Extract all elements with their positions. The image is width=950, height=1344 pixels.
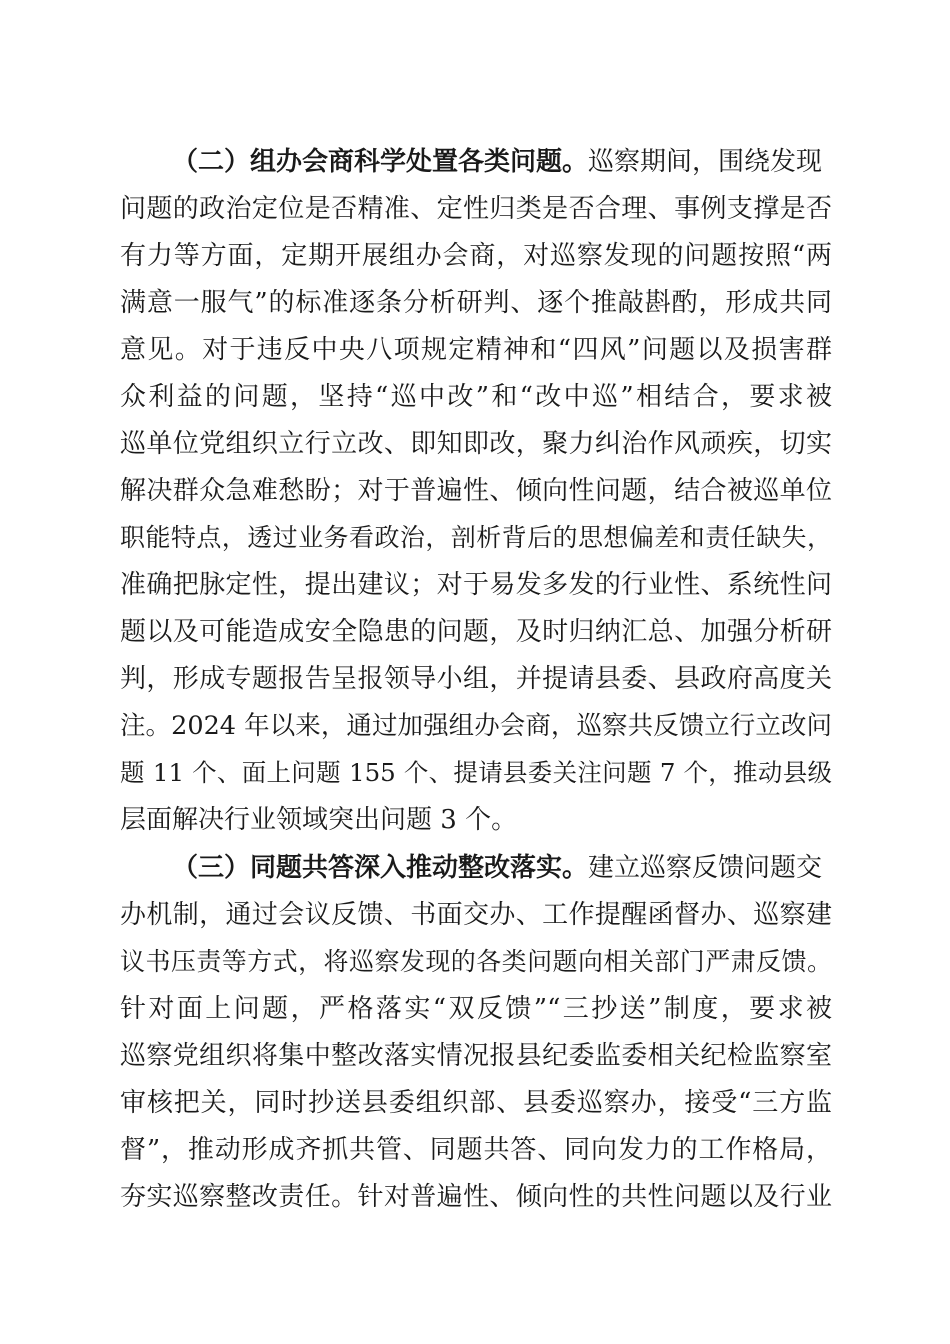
paragraph-1-line-8: 解决群众急难愁盼；对于普遍性、倾向性问题，结合被巡单位	[120, 476, 832, 506]
paragraph-1-line-3: 有力等方面，定期开展组办会商，对巡察发现的问题按照“两	[120, 241, 832, 271]
paragraph-1-line-1-text: 巡察期间，围绕发现	[588, 147, 823, 177]
paragraph-2-line-1-text: 建立巡察反馈问题交	[588, 853, 823, 883]
paragraph-1-line-4: 满意一服气”的标准逐条分析研判、逐个推敲斟酌，形成共同	[120, 288, 832, 318]
paragraph-2-line-2: 办机制，通过会议反馈、书面交办、工作提醒函督办、巡察建	[120, 900, 832, 930]
paragraph-2-line-1	[172, 848, 832, 888]
paragraph-2-line-6: 审核把关，同时抄送县委组织部、县委巡察办，接受“三方监	[120, 1088, 832, 1118]
paragraph-1-line-7: 巡单位党组织立行立改、即知即改，聚力纠治作风顽疾，切实	[120, 429, 832, 459]
paragraph-1-line-15: 层面解决行业领域突出问题 3 个。	[120, 805, 518, 835]
paragraph-1-line-12: 判，形成专题报告呈报领导小组，并提请县委、县政府高度关	[120, 664, 832, 694]
paragraph-1-line-1	[172, 142, 832, 182]
paragraph-1-line-14: 题 11 个、面上问题 155 个、提请县委关注问题 7 个，推动县级	[120, 758, 832, 787]
paragraph-2-line-4: 针对面上问题，严格落实“双反馈”“三抄送”制度，要求被	[120, 994, 832, 1024]
paragraph-2-line-3: 议书压责等方式，将巡察发现的各类问题向相关部门严肃反馈。	[120, 947, 832, 976]
paragraph-1-line-2: 问题的政治定位是否精准、定性归类是否合理、事例支撑是否	[120, 194, 832, 224]
paragraph-2-line-7: 督”，推动形成齐抓共管、同题共答、同向发力的工作格局，	[120, 1135, 832, 1165]
paragraph-1-line-10: 准确把脉定性，提出建议；对于易发多发的行业性、系统性问	[120, 570, 832, 600]
paragraph-1-line-6: 众利益的问题，坚持“巡中改”和“改中巡”相结合，要求被	[120, 382, 832, 412]
paragraph-2-heading: （三）同题共答深入推动整改落实。	[172, 853, 589, 883]
paragraph-2-line-8: 夯实巡察整改责任。针对普遍性、倾向性的共性问题以及行业	[120, 1182, 832, 1212]
paragraph-2-line-5: 巡察党组织将集中整改落实情况报县纪委监委相关纪检监察室	[120, 1041, 832, 1071]
paragraph-1-heading: （二）组办会商科学处置各类问题。	[172, 147, 589, 177]
paragraph-1-line-9: 职能特点，透过业务看政治，剖析背后的思想偏差和责任缺失，	[120, 523, 832, 552]
paragraph-1-line-5: 意见。对于违反中央八项规定精神和“四风”问题以及损害群	[120, 335, 832, 365]
paragraph-1-line-11: 题以及可能造成安全隐患的问题，及时归纳汇总、加强分析研	[120, 617, 832, 647]
paragraph-1-line-13: 注。2024 年以来，通过加强组办会商，巡察共反馈立行立改问	[120, 711, 832, 741]
